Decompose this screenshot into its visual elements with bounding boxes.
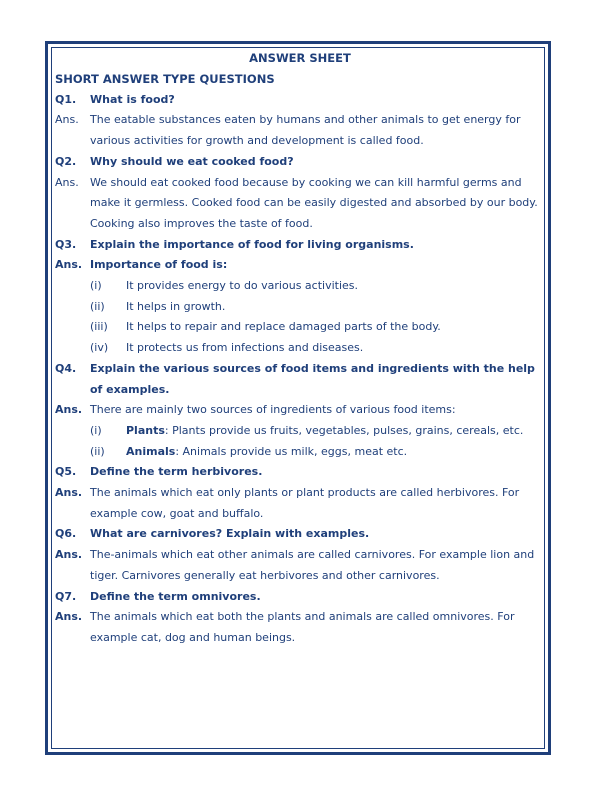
answer-label: Ans. bbox=[55, 486, 83, 500]
question-row bbox=[55, 152, 545, 173]
list-item bbox=[55, 276, 545, 297]
answer-text: There are mainly two sources of ingredients of various food items: bbox=[90, 403, 456, 417]
list-item-number: (i) bbox=[90, 423, 102, 437]
answer-text: The eatable substances eaten by humans and other animals to get energy for various activities for growth and development is called food. bbox=[90, 113, 521, 148]
list-item-description: : Plants provide us fruits, vegetables, pulses, grains, cereals, etc. bbox=[164, 423, 524, 437]
answer-row bbox=[55, 545, 545, 586]
page-title: ANSWER SHEET bbox=[249, 51, 351, 65]
answer-text: The-animals which eat other animals are called carnivores. For example lion and tiger. Carnivores generally eat herbivores and other carnivores. bbox=[90, 548, 535, 582]
question-row bbox=[55, 235, 545, 256]
question-text: Why should we eat cooked food? bbox=[90, 154, 294, 168]
answer-text: The animals which eat both the plants and animals are called omnivores. For example cat, dog and human beings. bbox=[90, 610, 515, 644]
list-item-text: It protects us from infections and diseases. bbox=[126, 341, 364, 355]
answer-text: The animals which eat only plants or plant products are called herbivores. For example cow, goat and buffalo. bbox=[90, 486, 520, 520]
answer-label: Ans. bbox=[55, 113, 79, 127]
question-text: What is food? bbox=[90, 92, 175, 106]
question-text: Explain the various sources of food items and ingredients with the help of examples. bbox=[90, 361, 535, 396]
question-label: Q6. bbox=[55, 527, 77, 541]
answer-text: We should eat cooked food because by cooking we can kill harmful germs and make it germless. Cooked food can be easily digested and absorbed by our body. Cooking also improves the taste of food. bbox=[90, 175, 538, 230]
list-item-text: It provides energy to do various activities. bbox=[126, 279, 359, 293]
list-item-text bbox=[126, 421, 545, 442]
answer-row bbox=[55, 483, 545, 524]
question-label: Q4. bbox=[55, 361, 77, 375]
list-item bbox=[55, 297, 545, 318]
question-label: Q2. bbox=[55, 154, 77, 168]
list-item-text bbox=[126, 442, 545, 463]
answer-label: Ans. bbox=[55, 175, 79, 189]
answer-row bbox=[55, 173, 545, 235]
answer-label: Ans. bbox=[55, 403, 83, 417]
question-text: What are carnivores? Explain with examples. bbox=[90, 527, 370, 541]
question-label: Q1. bbox=[55, 92, 77, 106]
list-item bbox=[55, 442, 545, 463]
list-item bbox=[55, 338, 545, 359]
list-item-text: It helps in growth. bbox=[126, 299, 226, 313]
list-item-description: : Animals provide us milk, eggs, meat etc. bbox=[175, 444, 408, 458]
list-item-term: Animals bbox=[126, 444, 176, 458]
question-row bbox=[55, 524, 545, 545]
answer-row bbox=[55, 607, 545, 648]
list-item-number: (i) bbox=[90, 279, 102, 293]
answer-label: Ans. bbox=[55, 610, 83, 624]
question-label: Q3. bbox=[55, 237, 77, 251]
answer-label: Ans. bbox=[55, 548, 83, 562]
list-item bbox=[55, 317, 545, 338]
question-text: Define the term herbivores. bbox=[90, 465, 263, 479]
question-label: Q5. bbox=[55, 465, 77, 479]
question-text: Explain the importance of food for living organisms. bbox=[90, 237, 414, 251]
question-row bbox=[55, 359, 545, 400]
list-item-text: It helps to repair and replace damaged parts of the body. bbox=[126, 320, 441, 334]
answer-row bbox=[55, 255, 545, 276]
list-item-number: (ii) bbox=[90, 299, 105, 313]
section-heading: SHORT ANSWER TYPE QUESTIONS bbox=[55, 72, 275, 86]
answer-text: Importance of food is: bbox=[90, 258, 228, 272]
question-row bbox=[55, 462, 545, 483]
question-row bbox=[55, 587, 545, 608]
list-item-term: Plants bbox=[126, 423, 165, 437]
answer-row bbox=[55, 110, 545, 151]
answer-label: Ans. bbox=[55, 258, 83, 272]
question-text: Define the term omnivores. bbox=[90, 589, 261, 603]
question-row bbox=[55, 90, 545, 111]
list-item bbox=[55, 421, 545, 442]
list-item-number: (iv) bbox=[90, 341, 109, 355]
question-label: Q7. bbox=[55, 589, 77, 603]
list-item-number: (ii) bbox=[90, 444, 105, 458]
answer-sheet bbox=[55, 48, 545, 649]
answer-row bbox=[55, 400, 545, 421]
list-item-number: (iii) bbox=[90, 320, 108, 334]
